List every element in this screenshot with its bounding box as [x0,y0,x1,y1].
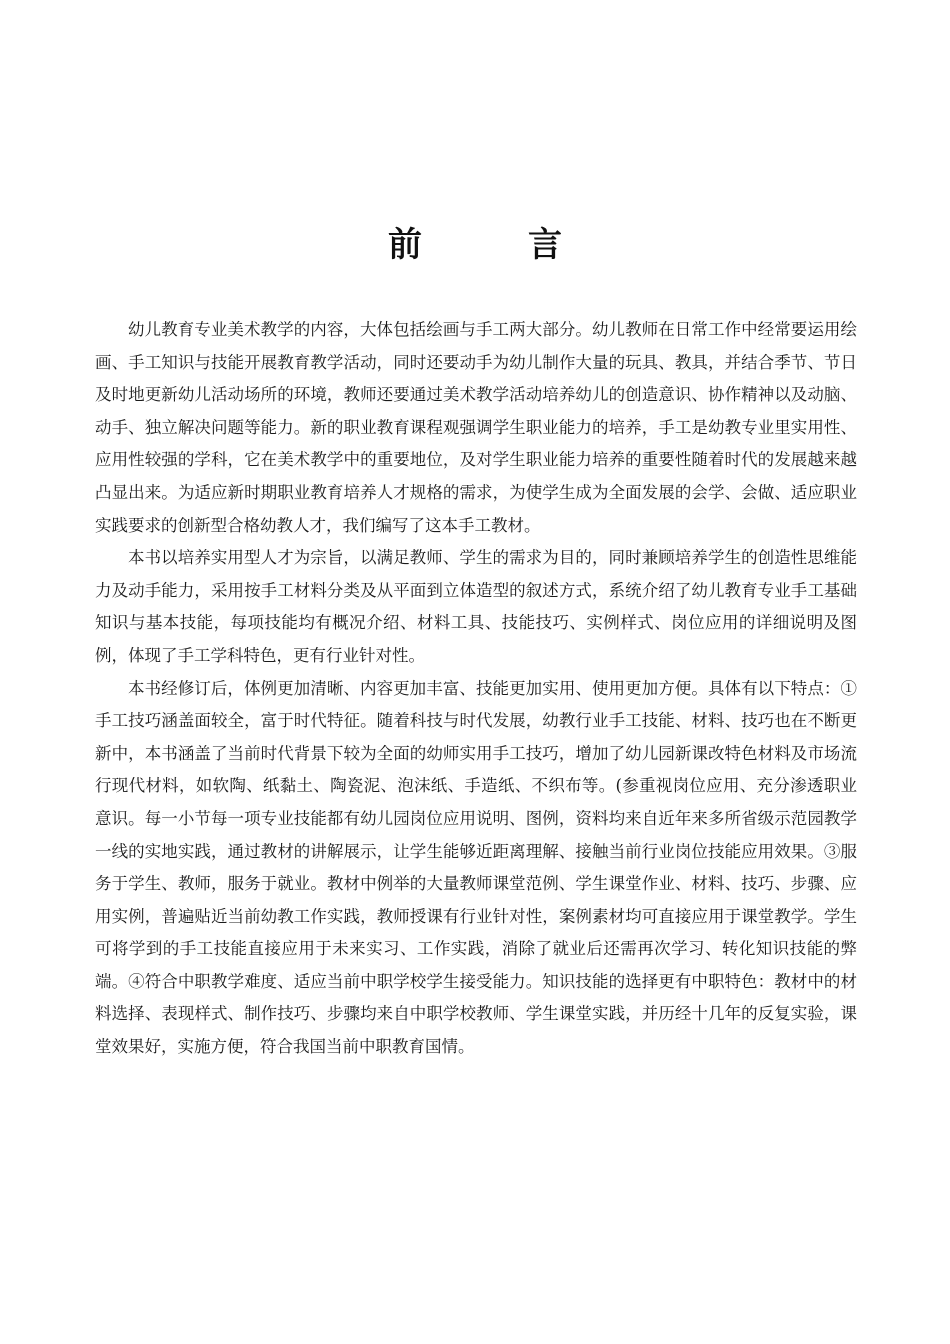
paragraph-2: 本书以培养实用型人才为宗旨，以满足教师、学生的需求为目的，同时兼顾培养学生的创造性思维能力及动手能力，采用按手工材料分类及从平面到立体造型的叙述方式，系统介绍了幼儿教育专业手工基础知识与基本技能，每项技能均有概况介绍、材料工具、技能技巧、实例样式、岗位应用的详细说明及图例，体现了手工学科特色，更有行业针对性。 [95,548,857,665]
preface-body [95,314,857,1064]
paragraph-1: 幼儿教育专业美术教学的内容，大体包括绘画与手工两大部分。幼儿教师在日常工作中经常要运用绘画、手工知识与技能开展教育教学活动，同时还要动手为幼儿制作大量的玩具、教具，并结合季节、节日及时地更新幼儿活动场所的环境，教师还要通过美术教学活动培养幼儿的创造意识、协作精神以及动脑、动手、独立解决问题等能力。新的职业教育课程观强调学生职业能力的培养，手工是幼教专业里实用性、应用性较强的学科，它在美术教学中的重要地位，及对学生职业能力培养的重要性随着时代的发展越来越凸显出来。为适应新时期职业教育培养人才规格的需求，为使学生成为全面发展的会学、会做、适应职业实践要求的创新型合格幼教人才，我们编写了这本手工教材。 [95,320,857,535]
paragraph-3: 本书经修订后，体例更加清晰、内容更加丰富、技能更加实用、使用更加方便。具体有以下特点：①手工技巧涵盖面较全，富于时代特征。随着科技与时代发展，幼教行业手工技能、材料、技巧也在不断更新中，本书涵盖了当前时代背景下较为全面的幼师实用手工技巧，增加了幼儿园新课改特色材料及市场流行现代材料，如软陶、纸黏土、陶瓷泥、泡沫纸、手造纸、不织布等。(参重视岗位应用、充分渗透职业意识。每一小节每一项专业技能都有幼儿园岗位应用说明、图例，资料均来自近年来多所省级示范园教学一线的实地实践，通过教材的讲解展示，让学生能够近距离理解、接触当前行业岗位技能应用效果。③服务于学生、教师，服务于就业。教材中例举的大量教师课堂范例、学生课堂作业、材料、技巧、步骤、应用实例，普遍贴近当前幼教工作实践，教师授课有行业针对性，案例素材均可直接应用于课堂教学。学生可将学到的手工技能直接应用于未来实习、工作实践，消除了就业后还需再次学习、转化知识技能的弊端。④符合中职教学难度、适应当前中职学校学生接受能力。知识技能的选择更有中职特色：教材中的材料选择、表现样式、制作技巧、步骤均来自中职学校教师、学生课堂实践，并历经十几年的反复实验，课堂效果好，实施方便，符合我国当前中职教育国情。 [95,678,857,1057]
page-title: 前 言 [388,224,598,265]
